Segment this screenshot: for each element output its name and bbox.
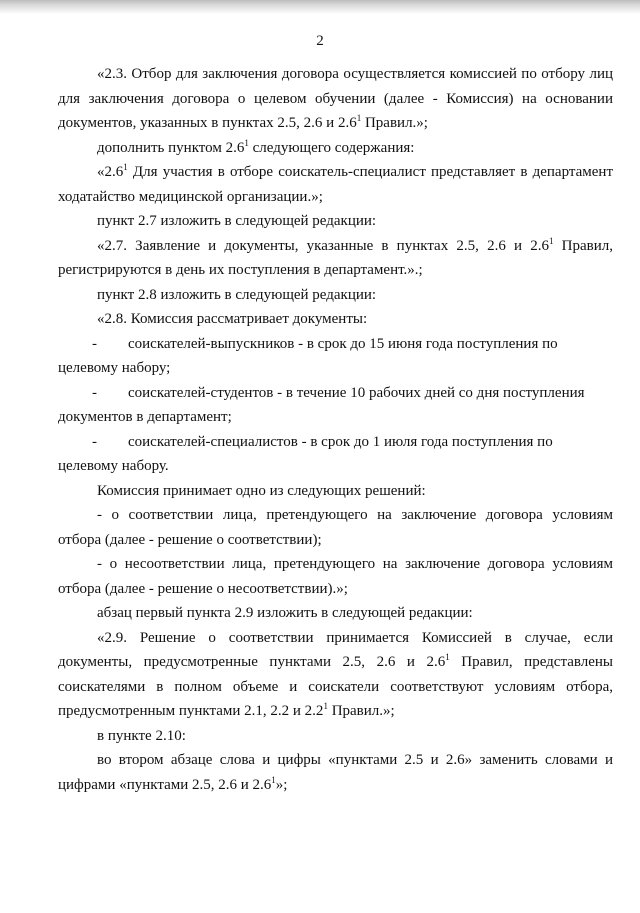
page-number: 2 [316, 33, 324, 49]
list-item-text: соискателей-специалистов - в срок до 1 июля года поступления по [128, 433, 553, 450]
paragraph-compliance: - о соответствии лица, претендующего на заключение договора условиям отбора (далее - решение о соответствии); [58, 507, 613, 548]
paragraph-2-8: «2.8. Комиссия рассматривает документы: [97, 311, 368, 327]
list-item-text: соискателей-выпускников - в срок до 15 июня года поступления по [128, 335, 558, 352]
paragraph-text: Для участия в отборе соискатель-специалист представляет в департамент ходатайство медицинской организации.»; [58, 164, 613, 205]
paragraph-2-6-1 [58, 160, 613, 209]
scan-top-edge [0, 0, 640, 14]
list-dash: - [92, 384, 97, 401]
list-item [58, 430, 613, 455]
list-dash: - [92, 433, 97, 450]
list-item-continuation: документов в департамент; [58, 409, 232, 425]
paragraph-add-2-6-1 [58, 136, 613, 161]
superscript: 1 [271, 774, 276, 785]
superscript: 1 [123, 162, 128, 172]
list-item [58, 332, 613, 357]
paragraph-text: следующего содержания: [248, 139, 415, 156]
paragraph-2-10-intro: в пункте 2.10: [97, 727, 186, 744]
paragraph-2-9-intro: абзац первый пункта 2.9 изложить в следующей редакции: [97, 605, 473, 621]
paragraph-text: Правил, представлены соискателями в полном объеме и соискатели соответствуют условиям отбора, предусмотренным пунктами 2.1, 2.2 и 2.2 [58, 654, 613, 719]
superscript: 1 [323, 701, 328, 711]
paragraph-text: «2.7. Заявление и документы, указанные в пунктах 2.5, 2.6 и 2.6 [97, 237, 549, 254]
paragraph-2-7 [58, 234, 613, 283]
paragraph-2-10 [58, 748, 613, 797]
superscript: 1 [548, 235, 554, 246]
paragraph-text: «2.6 [97, 164, 124, 180]
paragraph-2-8-intro: пункт 2.8 изложить в следующей редакции: [97, 286, 377, 303]
superscript: 1 [445, 652, 450, 662]
list-item [58, 381, 613, 406]
paragraph-2-9 [58, 626, 613, 724]
superscript: 1 [244, 137, 249, 148]
paragraph-noncompliance: - о несоответствии лица, претендующего на заключение договора условиям отбора (далее - решение о несоответствии).»; [58, 556, 613, 597]
paragraph-text: во втором абзаце слова и цифры «пунктами 2.5 и 2.6» заменить словами и цифрами «пунктами 2.5, 2.6 и 2.6 [58, 752, 613, 793]
paragraph-text: «2.9. Решение о соответствии принимается Комиссией в случае, если документы, предусмотренные пунктами 2.5, 2.6 и 2.6 [58, 629, 613, 670]
paragraph-text: «2.3. Отбор для заключения договора осуществляется комиссией по отбору лиц для заключения договора о целевом обучении (далее - Комиссия) на основании документов, указанных в пунктах 2.5, 2.6 и 2.6 [58, 66, 613, 131]
list-item-continuation: целевому набору. [58, 458, 169, 474]
paragraph-text: Правил, регистрируются в день их поступления в департамент.».; [58, 237, 614, 278]
list-item-text: соискателей-студентов - в течение 10 рабочих дней со дня поступления [128, 384, 585, 401]
paragraph-text: Правил.»; [361, 115, 428, 131]
list-dash: - [92, 335, 97, 352]
paragraph-text: дополнить пунктом 2.6 [97, 139, 245, 156]
paragraph-text: »; [275, 776, 288, 793]
paragraph-2-3 [58, 62, 613, 136]
paragraph-decisions: Комиссия принимает одно из следующих решений: [97, 482, 426, 499]
list-item-continuation: целевому набору; [58, 360, 171, 376]
paragraph-2-7-intro: пункт 2.7 изложить в следующей редакции: [97, 213, 377, 229]
document-body [58, 62, 613, 797]
superscript: 1 [356, 113, 362, 123]
paragraph-text: Правил.»; [327, 703, 395, 719]
